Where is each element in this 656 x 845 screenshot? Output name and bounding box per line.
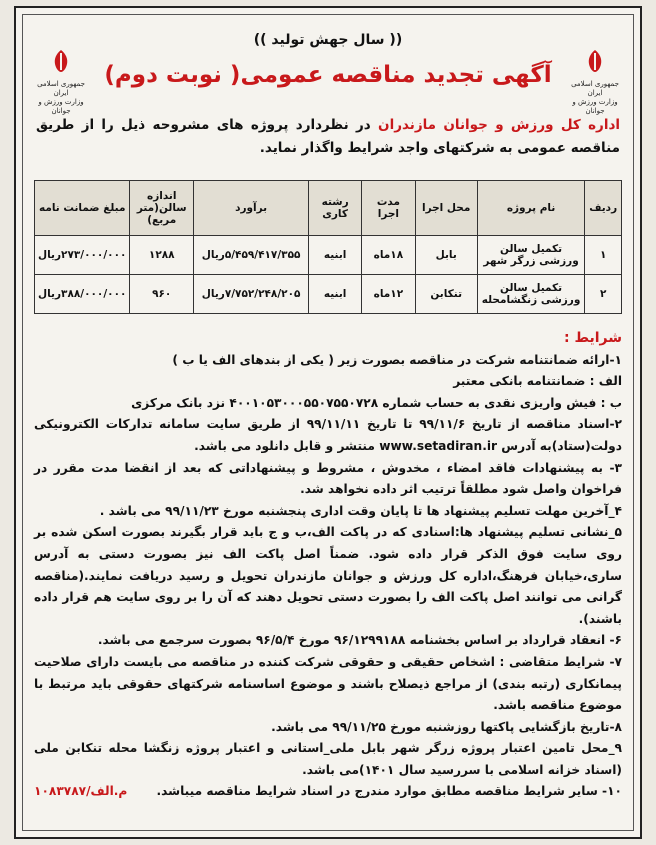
cell-guarantee-amount: ۲۷۳/۰۰۰/۰۰۰ریال xyxy=(35,236,130,275)
cell-work-field: ابنیه xyxy=(309,236,362,275)
table-row xyxy=(35,236,622,275)
col-duration: مدت اجرا xyxy=(362,181,415,236)
col-row-number: ردیف xyxy=(585,181,622,236)
cell-project-name: تکمیل سالن ورزشی زنگشامحله xyxy=(477,275,585,314)
logo-line-1: جمهوری اسلامی ایران xyxy=(37,80,85,97)
col-guarantee-amount: مبلغ ضمانت نامه xyxy=(35,181,130,236)
condition-1a: الف : ضمانتنامه بانکی معتبر xyxy=(453,374,622,389)
condition-8: ۸-تاریخ بازگشایی پاکتها روزشنبه مورخ ۹۹/۱۱/۲۵ می باشد. xyxy=(271,719,622,734)
cell-estimate: ۵/۴۵۹/۴۱۷/۳۵۵ریال xyxy=(194,236,309,275)
condition-1: ۱-ارائه ضمانتنامه شرکت در مناقصه بصورت زیر ( یکی از بندهای الف یا ب ) xyxy=(172,352,622,367)
projects-table xyxy=(34,180,622,314)
reference-code: م.الف/۱۰۸۳۷۸۷ xyxy=(34,784,128,799)
col-estimate: برآورد xyxy=(194,181,309,236)
logo-line-2: وزارت ورزش و جوانان xyxy=(38,98,84,115)
condition-3: ۳- به پیشنهادات فاقد امضاء ، مخدوش ، مشروط و پیشنهاداتی که بعد از انقضا مدت مقرر در فراخوان واصل شود مطلقاً ترتیب اثر داده نخواهد شد. xyxy=(34,460,622,497)
condition-10: ۱۰- سایر شرایط مناقصه مطابق موارد مندرج در اسناد شرایط مناقصه میباشد. xyxy=(156,784,622,799)
logo-line-1: جمهوری اسلامی ایران xyxy=(571,80,619,97)
condition-4: ۴_آخرین مهلت تسلیم پیشنهاد ها تا پایان وقت اداری پنجشنبه مورخ ۹۹/۱۱/۲۳ می باشد . xyxy=(99,503,622,518)
cell-guarantee-amount: ۳۸۸/۰۰۰/۰۰۰ریال xyxy=(35,275,130,314)
table-row xyxy=(35,275,622,314)
col-project-name: نام پروژه xyxy=(477,181,585,236)
tender-notice xyxy=(14,6,642,839)
intro-text: در نظردارد پروژه های مشروحه ذیل را از طریق مناقصه عمومی به شرکتهای واجد شرایط واگذار نماید. xyxy=(36,117,620,156)
condition-7: ۷- شرایط متقاضی : اشخاص حقیقی و حقوقی شرکت کننده در مناقصه می بایست دارای صلاحیت پیمانکاری (رتبه بندی) از مراجع ذیصلاح باشند و موضوع اساسنامه شرکتهای حقوقی باید مرتبط با موضوع مناقصه باشد. xyxy=(34,654,622,713)
col-work-field: رشته کاری xyxy=(309,181,362,236)
cell-row-number: ۲ xyxy=(585,275,622,314)
condition-10-row xyxy=(34,781,622,803)
cell-hall-size: ۱۲۸۸ xyxy=(130,236,194,275)
cell-work-field: ابنیه xyxy=(309,275,362,314)
cell-hall-size: ۹۶۰ xyxy=(130,275,194,314)
cell-location: تنکابن xyxy=(415,275,477,314)
cell-location: بابل xyxy=(415,236,477,275)
table-header-row xyxy=(35,181,622,236)
condition-5: ۵_نشانی تسلیم پیشنهاد ها:اسنادی که در پاکت الف،ب و ج باید قرار بگیرند بصورت اسکن شده بر روی سایت فوق الذکر قرار داده شود. ضمناً اصل پاکت الف نیز بصورت دستی به آدرس ساری،خیابان فرهنگ،اداره کل ورزش و جوانان مازندران تحویل و رسید دریافت نمایند.(مناقصه گرانی می توانند اصل پاکت الف را بصورت دستی تحویل دهند که آن را بر روی سایت هم قرار داده باشند). xyxy=(34,525,622,626)
cell-duration: ۱۲ماه xyxy=(362,275,415,314)
col-hall-size: اندازه سالن(متر مربع) xyxy=(130,181,194,236)
logo-line-2: وزارت ورزش و جوانان xyxy=(572,98,618,115)
col-location: محل اجرا xyxy=(415,181,477,236)
condition-6: ۶- انعقاد قرارداد بر اساس بخشنامه ۹۶/۱۲۹۹۱۸۸ مورخ ۹۶/۵/۴ بصورت سرجمع می باشد. xyxy=(97,633,622,648)
cell-row-number: ۱ xyxy=(585,236,622,275)
condition-2: ۲-اسناد مناقصه از تاریخ ۹۹/۱۱/۶ تا تاریخ ۹۹/۱۱/۱۱ از طریق سایت سامانه تدارکات الکترونیکی دولت(ستاد)به آدرس www.setadiran.ir منتشر و قابل دانلود می باشد. xyxy=(34,417,622,453)
cell-estimate: ۷/۷۵۲/۲۴۸/۲۰۵ریال xyxy=(194,275,309,314)
conditions-section xyxy=(34,328,622,803)
year-slogan: (( سال جهش تولید )) xyxy=(253,32,403,48)
cell-duration: ۱۸ماه xyxy=(362,236,415,275)
notice-title: آگهی تجدید مناقصه عمومی( نوبت دوم) xyxy=(104,62,552,88)
condition-9: ۹_محل تامین اعتبار پروژه زرگر شهر بابل ملی_استانی و اعتبار پروژه زنگشا محله تنکابن ملی (اسناد خزانه اسلامی با سررسید سال ۱۴۰۱)می باشد. xyxy=(34,741,622,777)
intro-paragraph xyxy=(36,114,620,160)
condition-1b: ب : فیش واریزی نقدی به حساب شماره ۴۰۰۱۰۵۳۰۰۰۵۵۰۷۵۵۰۷۲۸ نزد بانک مرکزی xyxy=(131,395,622,410)
cell-project-name: تکمیل سالن ورزشی زرگر شهر xyxy=(477,236,585,275)
organization-name: اداره کل ورزش و جوانان مازندران xyxy=(378,117,620,133)
conditions-heading: شرایط : xyxy=(564,330,622,346)
